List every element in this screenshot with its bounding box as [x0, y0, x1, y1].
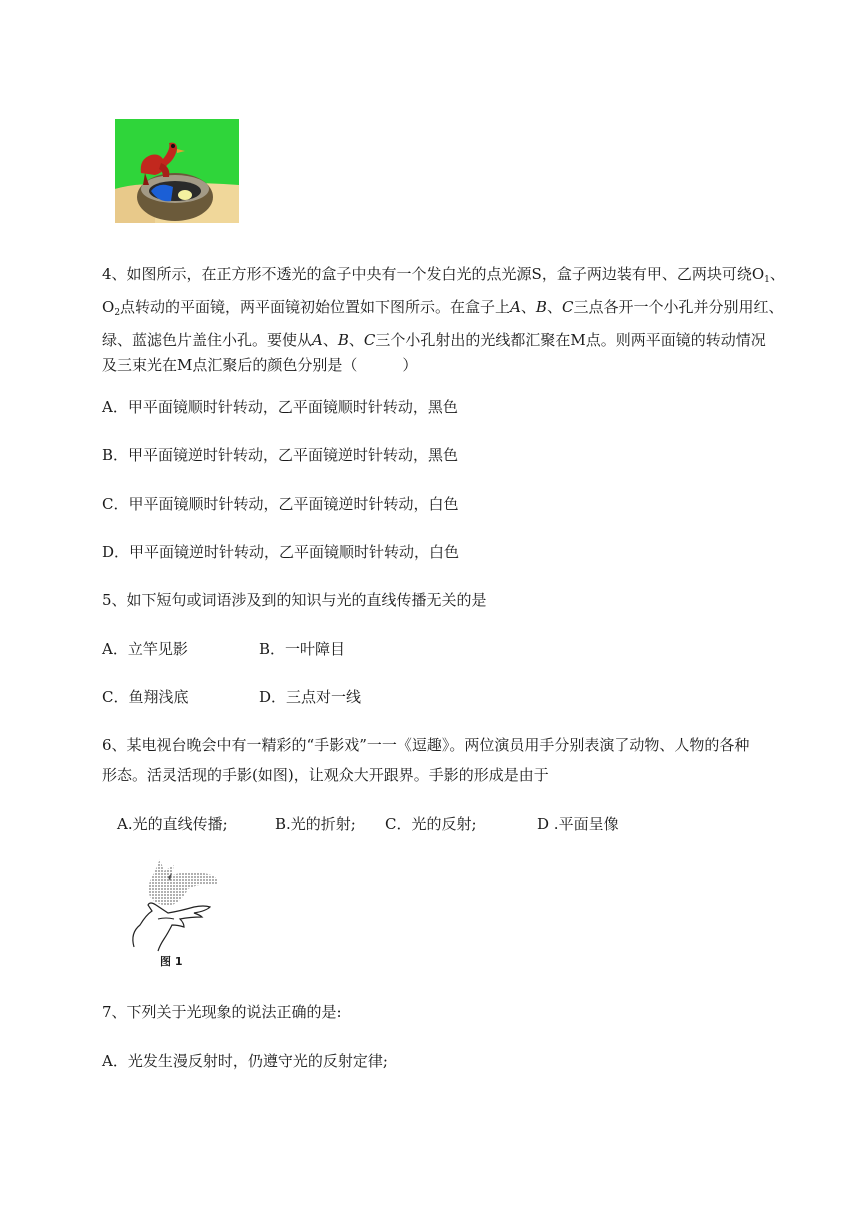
q6-option-c[interactable]: C．光的反射;	[385, 815, 477, 833]
q7-option-a[interactable]: A．光发生漫反射时，仍遵守光的反射定律;	[102, 1052, 388, 1070]
q4-stem-line-1: 4、如图所示，在正方形不透光的盒子中央有一个发白光的点光源S，盒子两边装有甲、乙两块可绕$O_1$、	[102, 265, 785, 285]
q7-stem: 7、下列关于光现象的说法正确的是:	[102, 1003, 342, 1021]
q6-option-d[interactable]: D .平面呈像	[537, 815, 619, 833]
q4-option-a[interactable]: A．甲平面镜顺时针转动，乙平面镜顺时针转动，黑色	[102, 398, 458, 416]
q4-stem-line-4: 及三束光在M点汇聚后的颜色分别是（ ）	[102, 356, 418, 374]
q5-option-b[interactable]: B．一叶障目	[259, 640, 346, 658]
q4-stem-line-2: $O_2$点转动的平面镜，两平面镜初始位置如下图所示。在盒子上A、B、C三点各开一个小孔并分别用红、	[102, 298, 784, 318]
q4-option-c[interactable]: C．甲平面镜顺时针转动，乙平面镜逆时针转动，白色	[102, 495, 459, 513]
q5-option-c[interactable]: C．鱼翔浅底	[102, 688, 189, 706]
q6-stem-line-1: 6、某电视台晚会中有一精彩的“手影戏”一一《逗趣》。两位演员用手分别表演了动物、人物的各种	[102, 736, 750, 754]
q5-option-d[interactable]: D．三点对一线	[259, 688, 362, 706]
q5-option-a[interactable]: A．立竿见影	[102, 640, 188, 658]
q4-option-b[interactable]: B．甲平面镜逆时针转动，乙平面镜逆时针转动，黑色	[102, 446, 459, 464]
q6-stem-line-2: 形态。活灵活现的手影(如图)，让观众大开跟界。手影的形成是由于	[102, 766, 549, 784]
q5-stem: 5、如下短句或词语涉及到的知识与光的直线传播无关的是	[102, 591, 487, 609]
bird-pot-illustration	[115, 119, 239, 223]
q6-option-a[interactable]: A.光的直线传播;	[117, 815, 228, 833]
q6-option-b[interactable]: B.光的折射;	[275, 815, 356, 833]
q4-stem-line-3: 绿、蓝滤色片盖住小孔。要使从A、B、C三个小孔射出的光线都汇聚在M点。则两平面镜的转动情况	[102, 331, 766, 349]
q4-option-d[interactable]: D．甲平面镜逆时针转动，乙平面镜顺时针转动，白色	[102, 543, 460, 561]
hand-shadow-figure	[128, 855, 224, 973]
figure-caption: 图 1	[160, 955, 183, 968]
